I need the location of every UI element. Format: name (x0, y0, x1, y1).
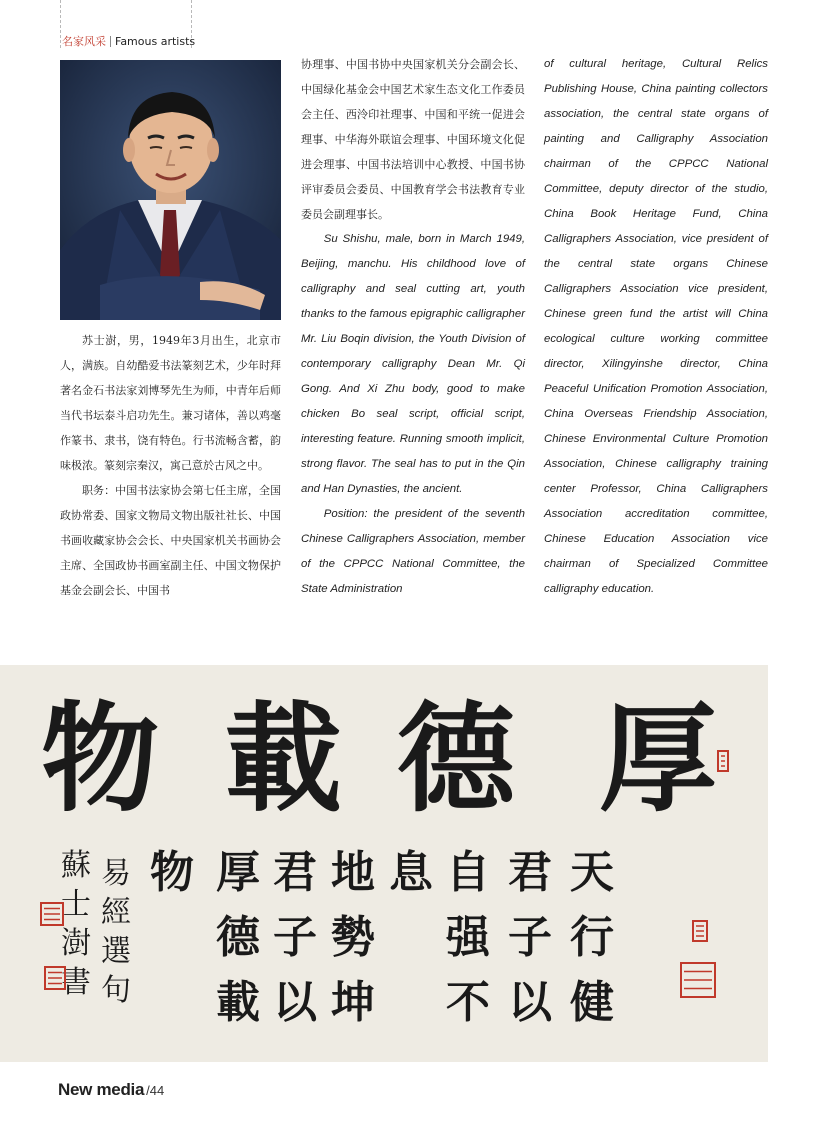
calligraphy-verse-char: 載 (216, 977, 260, 1028)
english-bio-paragraph: Su Shishu, male, born in March 1949, Beijing, manchu. His childhood love of calligraphy and seal cutting art, youth thanks to the famous epigraphic calligrapher Mr. Liu Boqin division, the Youth Division of contemporary calligraphy Dean Mr. Qi Gong. And Xi Zhu body, good to make chicken Bo seal script, official script, interesting feature. Running smooth implicit, strong flavor. The seal has to put in the Qin and Han Dynasties, the ancient. (301, 233, 525, 495)
chinese-bio-column (60, 328, 281, 603)
calligraphy-inscription-char: 經 (101, 895, 131, 930)
calligraphy-title-char: 物 (40, 689, 160, 828)
calligraphy-verse-char: 勢 (331, 912, 375, 963)
calligraphy-verse-char: 子 (273, 912, 317, 963)
calligraphy-verse-char: 息 (389, 847, 433, 898)
calligraphy-verse-char: 君 (508, 847, 552, 898)
calligraphy-inscription-char: 選 (101, 934, 131, 969)
section-title-cn: 名家风采 (62, 35, 106, 48)
calligraphy-verse-char: 坤 (331, 977, 375, 1028)
calligraphy-verse-char: 行 (570, 912, 614, 963)
chinese-bio-paragraph: 苏士澍，男，1949年3月出生，北京市人，满族。自幼酷爱书法篆刻艺术，少年时拜著名金石书法家刘博琴先生为师，中青年后师当代书坛泰斗启功先生。兼习诸体，善以鸡毫作篆书、隶书，饶有特色。行书流畅含蓄，韵味极浓。篆刻宗秦汉，寓己意於古风之中。 (60, 334, 281, 472)
middle-column (301, 52, 525, 602)
calligraphy-verse-char: 以 (273, 977, 317, 1028)
english-position-paragraph: Position: the president of the seventh Chinese Calligraphers Association, member of the CPPCC National Committee, the State Administration (301, 508, 525, 595)
calligraphy-inscription-char: 士 (61, 887, 91, 922)
calligraphy-inscription-char: 書 (61, 965, 91, 1000)
calligraphy-title-char: 厚 (598, 689, 718, 828)
calligraphy-canvas (0, 665, 768, 1062)
section-header (62, 33, 195, 49)
calligraphy-verse-char: 天 (570, 847, 614, 898)
artist-portrait-photo (60, 60, 281, 320)
english-position-continued: of cultural heritage, Cultural Relics Publishing House, China painting collectors association, the central state organs of painting and Calligraphy Association chairman of the CPPCC National Committee, deputy director of the studio, China Book Heritage Fund, China Calligraphers Association, vice president of the central state organs Chinese Calligraphers Association vice president, Chinese green fund the artist will China ecological culture working committee director, Xilingyinshe director, China Peaceful Unification Promotion Association, China Overseas Friendship Association, Chinese Environmental Culture Promotion Association, Chinese calligraphy training center Professor, China Calligraphers Association accreditation committee, Chinese Education Association vice chairman of Specialized Committee calligraphy education. (544, 58, 768, 595)
calligraphy-inscription-char: 易 (101, 856, 131, 891)
calligraphy-inscription-char: 澍 (61, 926, 91, 961)
header-divider (110, 36, 111, 47)
chinese-position-paragraph: 职务：中国书法家协会第七任主席，全国政协常委、国家文物局文物出版社社长、中国书画收藏家协会会长、中央国家机关书画协会主席、全国政协书画室副主任、中国文物保护基金会副会长、中国书 (60, 484, 281, 597)
calligraphy-verse-char: 健 (570, 977, 614, 1028)
calligraphy-verse-char: 以 (508, 977, 552, 1028)
calligraphy-title-char: 德 (396, 689, 516, 828)
calligraphy-artwork (0, 665, 768, 1062)
calligraphy-verse-char: 强 (446, 912, 490, 963)
page-number: /44 (146, 1083, 165, 1098)
calligraphy-verse-char: 子 (508, 912, 552, 963)
calligraphy-inscription-char: 蘇 (61, 848, 91, 883)
calligraphy-verse-char: 不 (446, 977, 490, 1028)
calligraphy-verse-char: 地 (331, 847, 375, 898)
page-footer (58, 1080, 164, 1100)
calligraphy-verse-char: 厚 (216, 847, 260, 898)
calligraphy-inscription-char: 句 (101, 973, 131, 1008)
magazine-brand: New media (58, 1080, 145, 1099)
calligraphy-verse-char: 德 (216, 912, 260, 963)
section-title-en: Famous artists (115, 34, 196, 48)
calligraphy-verse-char: 自 (446, 847, 490, 898)
chinese-position-continued: 协理事、中国书协中央国家机关分会副会长、中国绿化基金会中国艺术家生态文化工作委员会主任、西泠印社理事、中国和平统一促进会理事、中华海外联谊会理事、中国环境文化促进会理事、中国书法培训中心教授、中国书协评审委员会委员、中国教育学会书法教育专业委员会副理事长。 (301, 58, 525, 221)
portrait-illustration (60, 60, 281, 320)
calligraphy-verse-char: 物 (150, 847, 194, 898)
calligraphy-verse-char: 君 (273, 847, 317, 898)
calligraphy-title-char: 載 (223, 689, 343, 828)
english-position-continued-column (544, 52, 768, 602)
